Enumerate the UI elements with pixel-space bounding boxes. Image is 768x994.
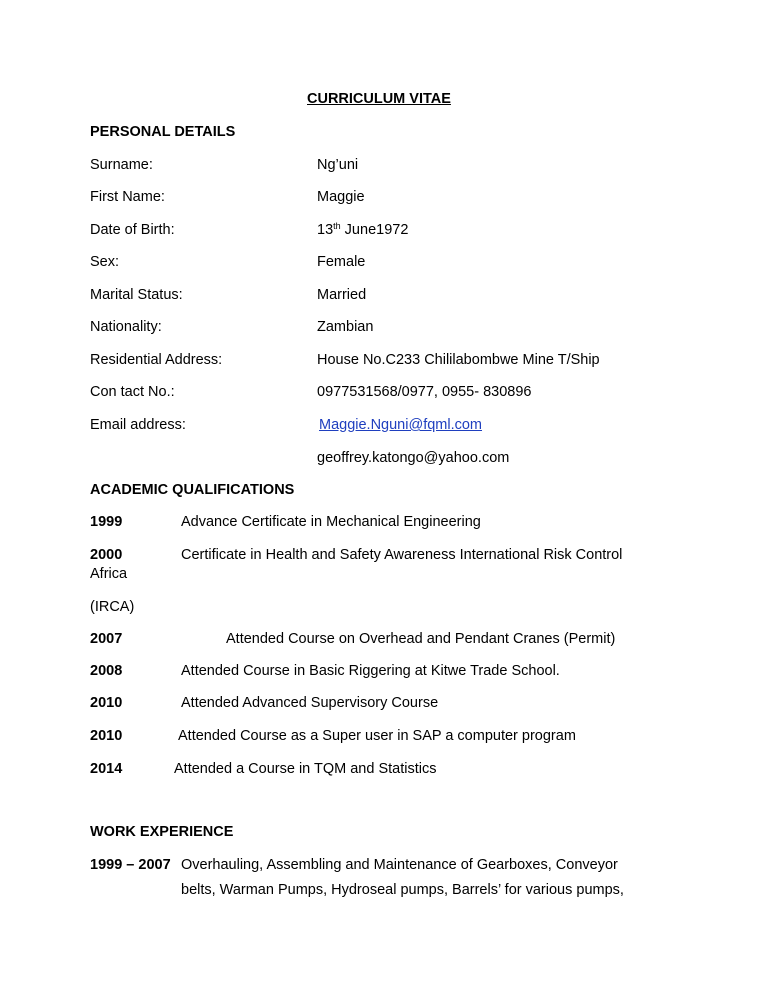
work-description: Overhauling, Assembling and Maintenance of Gearboxes, Conveyor	[181, 857, 618, 873]
academic-heading: ACADEMIC QUALIFICATIONS	[90, 482, 295, 498]
qual-text-continued: Africa	[90, 566, 128, 582]
qual-text: Attended a Course in TQM and Statistics	[174, 761, 437, 777]
surname-value: Ng’uni	[317, 157, 359, 173]
dob-month-year: June1972	[340, 222, 409, 238]
dob-day-suffix: th	[333, 221, 341, 231]
personal-details-heading: PERSONAL DETAILS	[90, 124, 236, 140]
address-label: Residential Address:	[90, 352, 223, 368]
marital-status-value: Married	[317, 287, 367, 303]
marital-status-label: Marital Status:	[90, 287, 183, 303]
document-title: CURRICULUM VITAE	[307, 91, 451, 107]
qual-year: 2007	[90, 631, 123, 647]
first-name-label: First Name:	[90, 189, 165, 205]
qual-text: Advance Certificate in Mechanical Engineering	[181, 514, 481, 530]
address-value: House No.C233 Chililabombwe Mine T/Ship	[317, 352, 600, 368]
work-experience-heading: WORK EXPERIENCE	[90, 824, 234, 840]
contact-label: Con tact No.:	[90, 384, 175, 400]
sex-label: Sex:	[90, 254, 120, 270]
qual-year: 2010	[90, 728, 123, 744]
contact-value: 0977531568/0977, 0955- 830896	[317, 384, 532, 400]
nationality-value: Zambian	[317, 319, 374, 335]
qual-text: Certificate in Health and Safety Awareness International Risk Control	[181, 547, 623, 563]
email-label: Email address:	[90, 417, 186, 433]
qual-text-continued: (IRCA)	[90, 599, 135, 615]
qual-text: Attended Course in Basic Riggering at Kitwe Trade School.	[181, 663, 560, 679]
dob-label: Date of Birth:	[90, 222, 175, 238]
work-period: 1999 – 2007	[90, 857, 171, 873]
qual-text: Attended Course as a Super user in SAP a computer program	[178, 728, 576, 744]
qual-year: 2008	[90, 663, 123, 679]
first-name-value: Maggie	[317, 189, 365, 205]
dob-day: 13	[317, 222, 334, 238]
email-link-text[interactable]: Maggie.Nguni@fqml.com	[319, 417, 483, 433]
nationality-label: Nationality:	[90, 319, 162, 335]
sex-value: Female	[317, 254, 366, 270]
qual-year: 2010	[90, 695, 123, 711]
surname-label: Surname:	[90, 157, 153, 173]
qual-year: 2000	[90, 547, 123, 563]
qual-year: 1999	[90, 514, 123, 530]
qual-year: 2014	[90, 761, 123, 777]
qual-text: Attended Advanced Supervisory Course	[181, 695, 439, 711]
email-link[interactable]	[319, 416, 482, 434]
dob-value	[317, 221, 408, 239]
work-description-continued: belts, Warman Pumps, Hydroseal pumps, Barrels’ for various pumps,	[181, 882, 624, 898]
email-secondary: geoffrey.katongo@yahoo.com	[317, 450, 510, 466]
qual-text: Attended Course on Overhead and Pendant Cranes (Permit)	[226, 631, 616, 647]
